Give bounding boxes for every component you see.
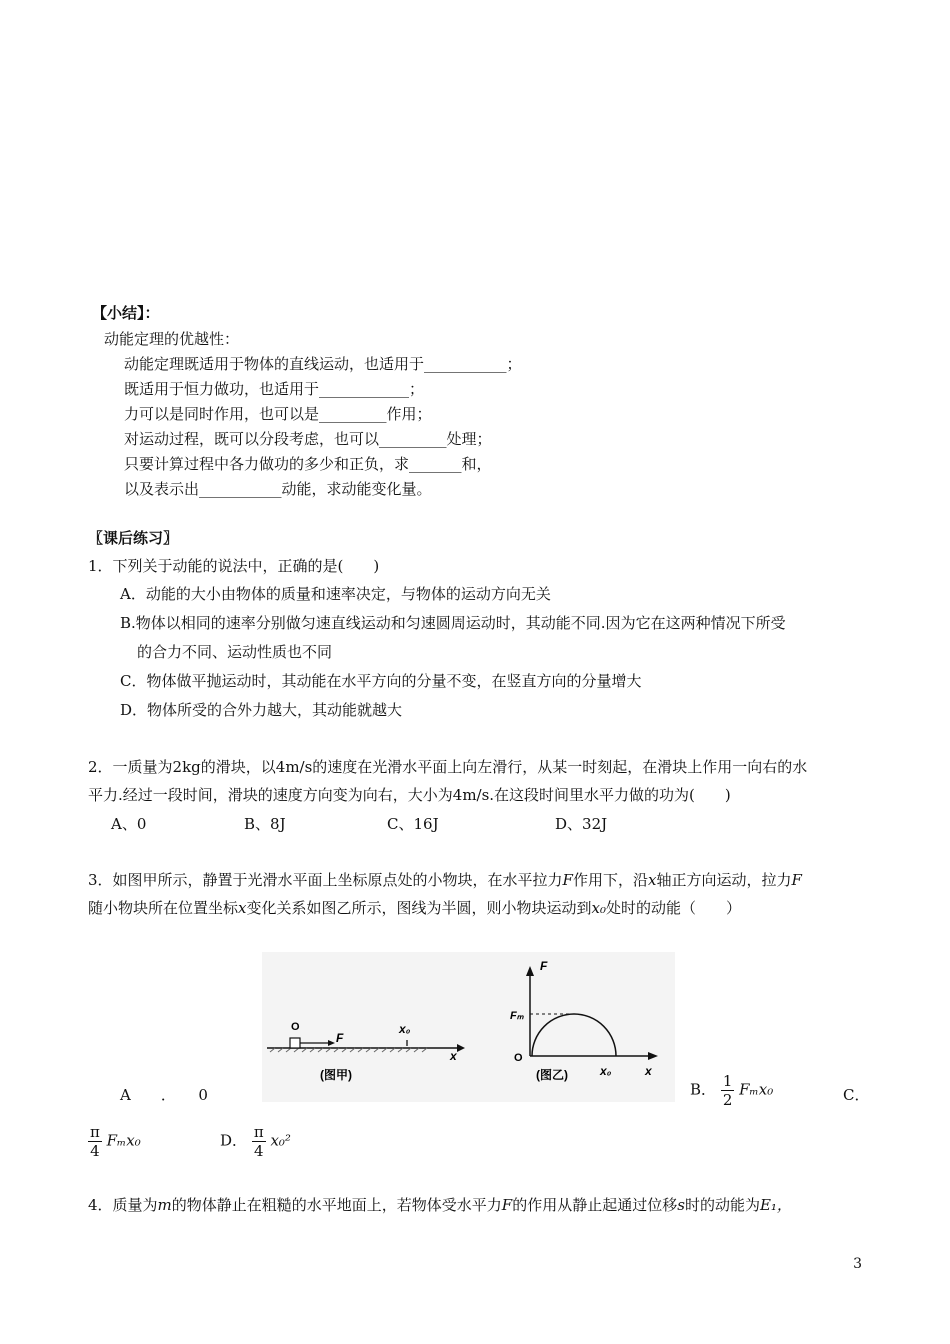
q1-option-a: A．动能的大小由物体的质量和速率决定，与物体的运动方向无关 [120, 585, 551, 603]
q3-option-c [88, 1123, 141, 1160]
q2-option-c: C、16J [387, 815, 439, 833]
q3-option-b [690, 1072, 773, 1109]
q3-symbol-x2: x [238, 899, 247, 917]
q4-text-a: 4．质量为 [88, 1196, 158, 1214]
exercises-heading: 〖课后练习〗 [88, 529, 179, 547]
q3-line2-a: 随小物块所在位置坐标 [88, 899, 239, 917]
q1-option-b-line2: 的合力不同、运动性质也不同 [137, 643, 333, 661]
left-x-axis-label: x [450, 1049, 457, 1063]
left-x0-label: x₀ [399, 1022, 411, 1036]
q3-symbol-x0: x₀ [591, 899, 606, 917]
q3-option-d-expression: x₀² [270, 1131, 291, 1150]
right-x-axis-label: x [645, 1064, 652, 1078]
q4-symbol-E1: E₁， [759, 1196, 792, 1214]
right-origin-label: O [514, 1052, 523, 1064]
summary-heading: 【小结】： [92, 304, 160, 322]
right-figure-caption: (图乙) [536, 1068, 568, 1082]
q2-option-a: A、0 [111, 815, 147, 833]
q3-option-c-fraction [88, 1123, 102, 1160]
q3-option-c-label: C． [843, 1086, 870, 1104]
q1-option-c: C．物体做平抛运动时，其动能在水平方向的分量不变，在竖直方向的分量增大 [120, 672, 642, 690]
left-force-label: F [336, 1031, 344, 1045]
q2-option-b: B、8J [244, 815, 286, 833]
q3-line2-c: 处时的动能（ ） [605, 899, 741, 917]
q3-option-d-numerator: π [253, 1123, 264, 1141]
q3-option-a: A ． 0 [120, 1086, 208, 1104]
q3-option-d [220, 1123, 291, 1160]
summary-line-4: 对运动过程，既可以分段考虑，也可以_________处理； [124, 430, 492, 448]
summary-intro: 动能定理的优越性： [104, 330, 240, 348]
q3-symbol-F: F [562, 871, 573, 889]
q2-option-d: D、32J [555, 815, 608, 833]
right-Fm-label: Fₘ [510, 1010, 524, 1022]
q4-symbol-m: m [157, 1196, 172, 1214]
q3-figure [262, 952, 675, 1102]
q1-stem: 1．下列关于动能的说法中，正确的是( ) [88, 557, 380, 575]
summary-line-3: 力可以是同时作用，也可以是_________作用； [124, 405, 432, 423]
q2-line1: 2．一质量为2kg的滑块，以4m/s的速度在光滑水平面上向左滑行，从某一时刻起，在滑块上作用一向右的水 [88, 758, 808, 776]
q4-symbol-s: s [677, 1196, 685, 1214]
page-number: 3 [853, 1256, 862, 1272]
q4-line1 [88, 1195, 792, 1215]
q3-line1-c: 轴正方向运动，拉力 [656, 871, 792, 889]
q2-line2: 平力.经过一段时间，滑块的速度方向变为向右，大小为4m/s.在这段时间里水平力做的功为( ) [88, 786, 731, 804]
q3-option-b-fraction [721, 1072, 735, 1109]
left-origin-label: O [291, 1021, 300, 1033]
right-x0-label: x₀ [600, 1064, 612, 1078]
q3-option-b-numerator: 1 [722, 1072, 733, 1090]
q3-option-c-expression: Fₘx₀ [106, 1131, 141, 1150]
q4-symbol-F: F [501, 1196, 513, 1214]
q3-line1-b: 作用下，沿 [572, 871, 648, 889]
q3-option-d-denominator: 4 [253, 1142, 264, 1160]
summary-line-1: 动能定理既适用于物体的直线运动，也适用于___________； [124, 355, 522, 373]
q3-option-c-numerator: π [90, 1123, 100, 1141]
q3-option-b-denominator: 2 [722, 1091, 733, 1109]
q3-option-d-label: D． [220, 1131, 248, 1150]
q4-text-d: 时的动能为 [684, 1196, 760, 1214]
right-F-axis-label: F [540, 959, 548, 973]
q3-option-d-fraction [252, 1123, 266, 1160]
q3-symbol-F-end: F [791, 871, 802, 889]
summary-line-6: 以及表示出___________动能，求动能变化量。 [124, 480, 432, 498]
q1-option-d: D．物体所受的合外力越大，其动能就越大 [120, 701, 403, 719]
q3-symbol-x: x [647, 871, 657, 889]
q4-text-c: 的作用从静止起通过位移 [512, 1196, 678, 1214]
small-block [290, 1038, 300, 1048]
q3-option-b-label: B． [690, 1080, 717, 1099]
q3-line1 [88, 870, 802, 890]
q3-line2 [88, 898, 741, 918]
summary-line-5: 只要计算过程中各力做功的多少和正负，求_______和， [124, 455, 492, 473]
q3-line2-b: 变化关系如图乙所示，图线为半圆，则小物块运动到 [246, 899, 592, 917]
summary-line-2: 既适用于恒力做功，也适用于____________； [124, 380, 425, 398]
q3-line1-a: 3．如图甲所示，静置于光滑水平面上坐标原点处的小物块，在水平拉力 [88, 871, 563, 889]
q1-option-b-line1: B.物体以相同的速率分别做匀速直线运动和匀速圆周运动时，其动能不同.因为它在这两种情况下所受 [120, 614, 786, 632]
q3-option-c-denominator: 4 [90, 1142, 100, 1160]
q3-option-b-expression: Fₘx₀ [739, 1080, 774, 1099]
q4-text-b: 的物体静止在粗糙的水平地面上，若物体受水平力 [171, 1196, 502, 1214]
left-figure-caption: (图甲) [320, 1068, 352, 1082]
